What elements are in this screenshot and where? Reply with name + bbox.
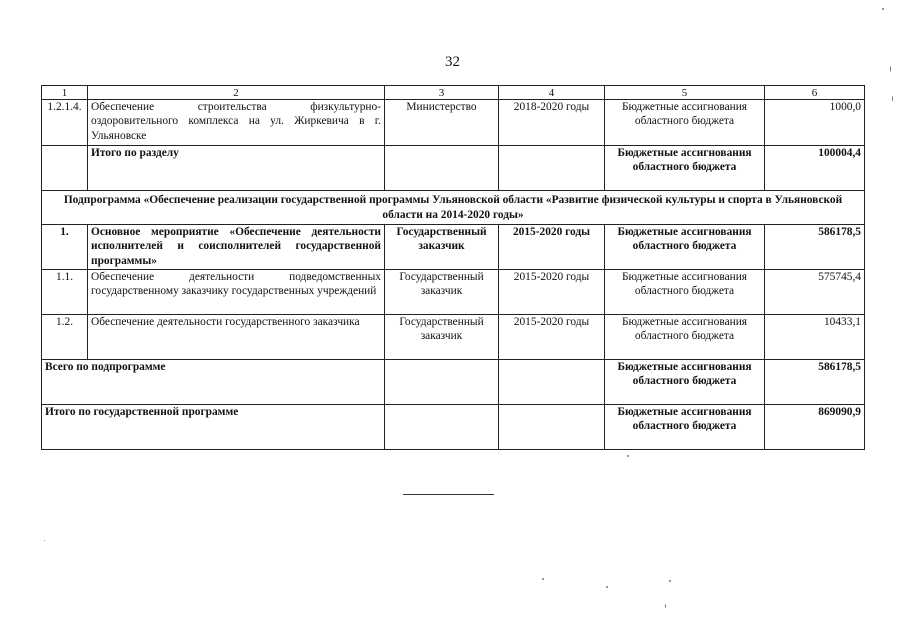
scan-speck [542, 578, 544, 580]
row-number-cell: 1.1. [42, 270, 88, 315]
scan-speck [606, 586, 608, 588]
activity-name-cell: Обеспечение деятельности подведомственных государственному заказчику государственных учреждений [88, 270, 385, 315]
scan-speck [665, 604, 666, 608]
funding-source-cell: Бюджетные ассигнования областного бюджета [605, 405, 765, 450]
total-label-cell: Итого по государственной программе [42, 405, 385, 450]
executor-cell: Государственный заказчик [385, 270, 499, 315]
scan-speck [882, 8, 884, 10]
scan-speck [892, 96, 893, 101]
scan-speck [669, 580, 671, 582]
funding-source-cell: Бюджетные ассигнования областного бюджета [605, 146, 765, 191]
scan-speck [44, 540, 45, 541]
column-header: 3 [385, 86, 499, 100]
funding-source-cell: Бюджетные ассигнования областного бюджета [605, 270, 765, 315]
executor-cell [385, 146, 499, 191]
column-header: 2 [88, 86, 385, 100]
period-cell: 2015-2020 годы [499, 225, 605, 270]
period-cell: 2015-2020 годы [499, 270, 605, 315]
amount-cell: 575745,4 [765, 270, 865, 315]
funding-source-cell: Бюджетные ассигнования областного бюджета [605, 315, 765, 360]
subprogram-title-row [42, 191, 865, 225]
table-row [42, 270, 865, 315]
activity-name-cell: Основное мероприятие «Обеспечение деятельности исполнителей и соисполнителей государственной программы» [88, 225, 385, 270]
scan-speck [890, 66, 891, 72]
amount-cell: 586178,5 [765, 360, 865, 405]
period-cell [499, 405, 605, 450]
document-end-line [403, 494, 494, 495]
executor-cell: Министерство [385, 100, 499, 146]
row-number-cell: 1.2.1.4. [42, 100, 88, 146]
period-cell [499, 360, 605, 405]
activity-name-cell: Обеспечение строительства физкультурно-оздоровительного комплекса на ул. Жиркевича в г. Ульяновске [88, 100, 385, 146]
table-row [42, 100, 865, 146]
table-row [42, 315, 865, 360]
period-cell: 2018-2020 годы [499, 100, 605, 146]
section-total-row [42, 146, 865, 191]
amount-cell: 10433,1 [765, 315, 865, 360]
amount-cell: 1000,0 [765, 100, 865, 146]
budget-table [41, 85, 865, 450]
executor-cell [385, 405, 499, 450]
program-total-row [42, 405, 865, 450]
period-cell: 2015-2020 годы [499, 315, 605, 360]
table-row [42, 225, 865, 270]
executor-cell: Государственный заказчик [385, 315, 499, 360]
amount-cell: 100004,4 [765, 146, 865, 191]
row-number-cell: 1.2. [42, 315, 88, 360]
period-cell [499, 146, 605, 191]
executor-cell [385, 360, 499, 405]
funding-source-cell: Бюджетные ассигнования областного бюджета [605, 225, 765, 270]
activity-name-cell: Обеспечение деятельности государственного заказчика [88, 315, 385, 360]
page-number: 32 [445, 54, 460, 70]
column-header: 1 [42, 86, 88, 100]
scan-speck [627, 455, 629, 457]
row-number-cell [42, 146, 88, 191]
activity-name-cell: Итого по разделу [88, 146, 385, 191]
column-header: 6 [765, 86, 865, 100]
amount-cell: 869090,9 [765, 405, 865, 450]
row-number-cell: 1. [42, 225, 88, 270]
total-label-cell: Всего по подпрограмме [42, 360, 385, 405]
column-header: 5 [605, 86, 765, 100]
executor-cell: Государственный заказчик [385, 225, 499, 270]
funding-source-cell: Бюджетные ассигнования областного бюджета [605, 100, 765, 146]
column-number-header-row [42, 86, 865, 100]
amount-cell: 586178,5 [765, 225, 865, 270]
subprogram-title: Подпрограмма «Обеспечение реализации государственной программы Ульяновской области «Развитие физической культуры и спорта в Ульяновской области на 2014-2020 годы» [42, 191, 865, 225]
column-header: 4 [499, 86, 605, 100]
subprogram-total-row [42, 360, 865, 405]
funding-source-cell: Бюджетные ассигнования областного бюджета [605, 360, 765, 405]
